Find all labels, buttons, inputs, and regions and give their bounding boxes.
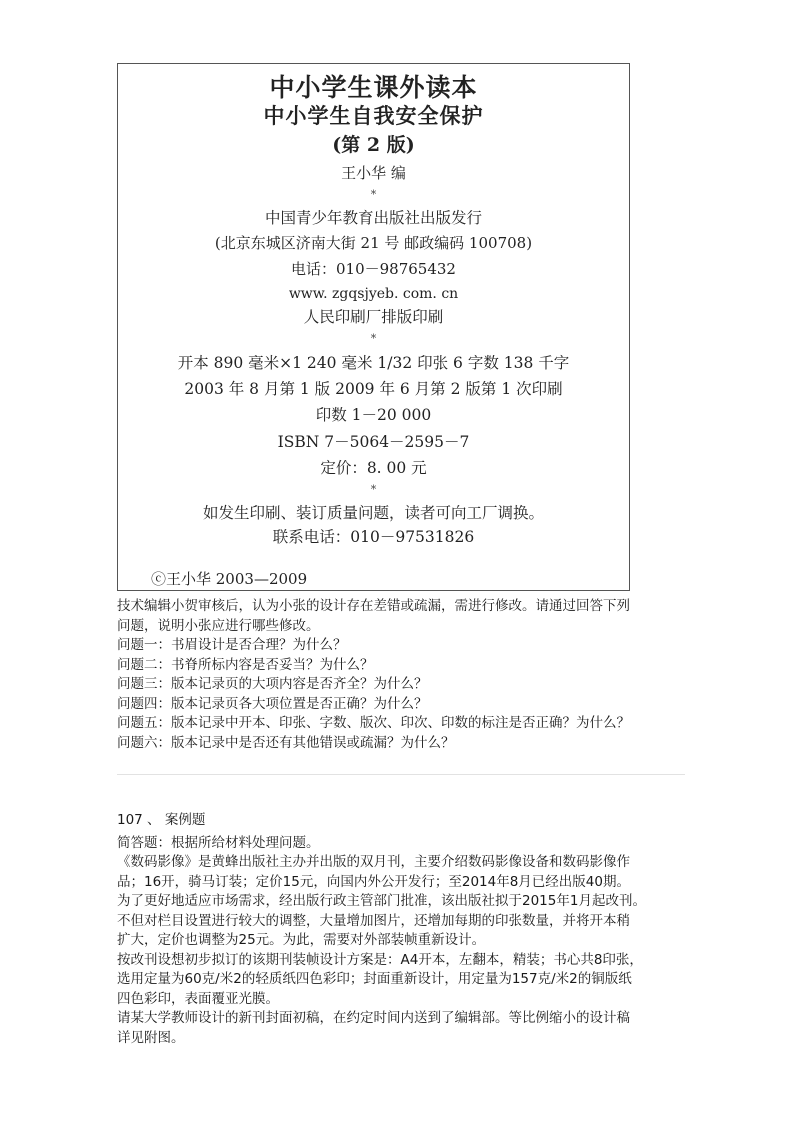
book-title: 中小学生自我安全保护 xyxy=(263,103,484,128)
case-text-line: 请某大学教师设计的新刊封面初稿，在约定时间内送到了编辑部。等比例缩小的设计稿 xyxy=(117,1010,630,1026)
case-title: 107 、 案例题 xyxy=(117,812,206,828)
editor-line: 王小华 编 xyxy=(341,164,406,182)
edition-label: (第 2 版) xyxy=(332,134,415,156)
publisher-line: 中国青少年教育出版社出版发行 xyxy=(264,209,482,227)
case-text-line: 《数码影像》是黄蜂出版社主办并出版的双月刊，主要介绍数码影像设备和数码影像作 xyxy=(117,854,630,870)
separator-star: * xyxy=(370,483,377,496)
separator-star: * xyxy=(370,188,377,201)
contact-phone-line: 联系电话：010－97531826 xyxy=(272,528,475,546)
phone-line: 电话：010－98765432 xyxy=(291,260,456,278)
printer-line: 人民印刷厂排版印刷 xyxy=(303,308,444,326)
separator-star: * xyxy=(370,332,377,345)
question-item: 问题五：版本记录中开本、印张、字数、版次、印次、印数的标注是否正确？为什么？ xyxy=(117,715,630,731)
edition-history-line: 2003 年 8 月第 1 版 2009 年 6 月第 2 版第 1 次印刷 xyxy=(184,380,563,398)
series-title: 中小学生课外读本 xyxy=(269,73,478,102)
case-text-line: 扩大，定价也调整为25元。为此，需要对外部装帧重新设计。 xyxy=(117,932,486,948)
address-line: (北京东城区济南大街 21 号 邮政编码 100708) xyxy=(214,234,533,252)
price-line: 定价：8. 00 元 xyxy=(320,459,427,477)
quality-notice: 如发生印刷、装订质量问题，读者可向工厂调换。 xyxy=(202,504,544,522)
question-item: 问题六：版本记录中是否还有其他错误或疏漏？为什么？ xyxy=(117,734,455,751)
case-text-line: 不但对栏目设置进行较大的调整，大量增加图片，还增加每期的印张数量，并将开本稍 xyxy=(117,912,630,929)
copyright-page-image xyxy=(117,63,630,591)
case-text-line: 选用定量为60克/米2的轻质纸四色彩印；封面重新设计，用定量为157克/米2的铜版纸 xyxy=(117,971,632,987)
section-divider xyxy=(117,774,685,775)
case-text-line: 简答题：根据所给材料处理问题。 xyxy=(117,834,320,851)
copyright-line: ⓒ王小华 2003—2009 xyxy=(151,570,308,588)
question-intro: 技术编辑小贺审核后，认为小张的设计存在差错或疏漏，需进行修改。请通过回答下列 xyxy=(117,598,630,614)
case-text-line: 品；16开，骑马订装；定价15元，向国内外公开发行；至2014年8月已经出版40期。 xyxy=(117,873,630,890)
specs-line: 开本 890 毫米×1 240 毫米 1/32 印张 6 字数 138 千字 xyxy=(177,354,570,372)
isbn-line: ISBN 7－5064－2595－7 xyxy=(277,433,470,451)
case-text-line: 为了更好地适应市场需求，经出版行政主管部门批准，该出版社拟于2015年1月起改刊。 xyxy=(117,893,646,909)
question-item: 问题三：版本记录页的大项内容是否齐全？为什么？ xyxy=(117,676,428,692)
website-line: www. zgqsjyeb. com. cn xyxy=(288,286,459,302)
case-text-line: 按改刊设想初步拟订的该期刊装帧设计方案是：A4开本，左翻本，精装；书心共8印张， xyxy=(117,951,643,968)
question-item: 问题二：书脊所标内容是否妥当？为什么？ xyxy=(117,656,374,673)
question-section xyxy=(117,597,697,753)
case-section xyxy=(117,811,689,1048)
print-run-line: 印数 1－20 000 xyxy=(315,406,432,424)
question-item: 问题四：版本记录页各大项位置是否正确？为什么？ xyxy=(117,695,428,712)
question-item: 问题一：书眉设计是否合理？为什么？ xyxy=(117,637,347,653)
question-intro: 问题，说明小张应进行哪些修改。 xyxy=(117,617,320,634)
case-text-line: 详见附图。 xyxy=(117,1029,185,1046)
case-text-line: 四色彩印，表面覆亚光膜。 xyxy=(117,990,279,1007)
